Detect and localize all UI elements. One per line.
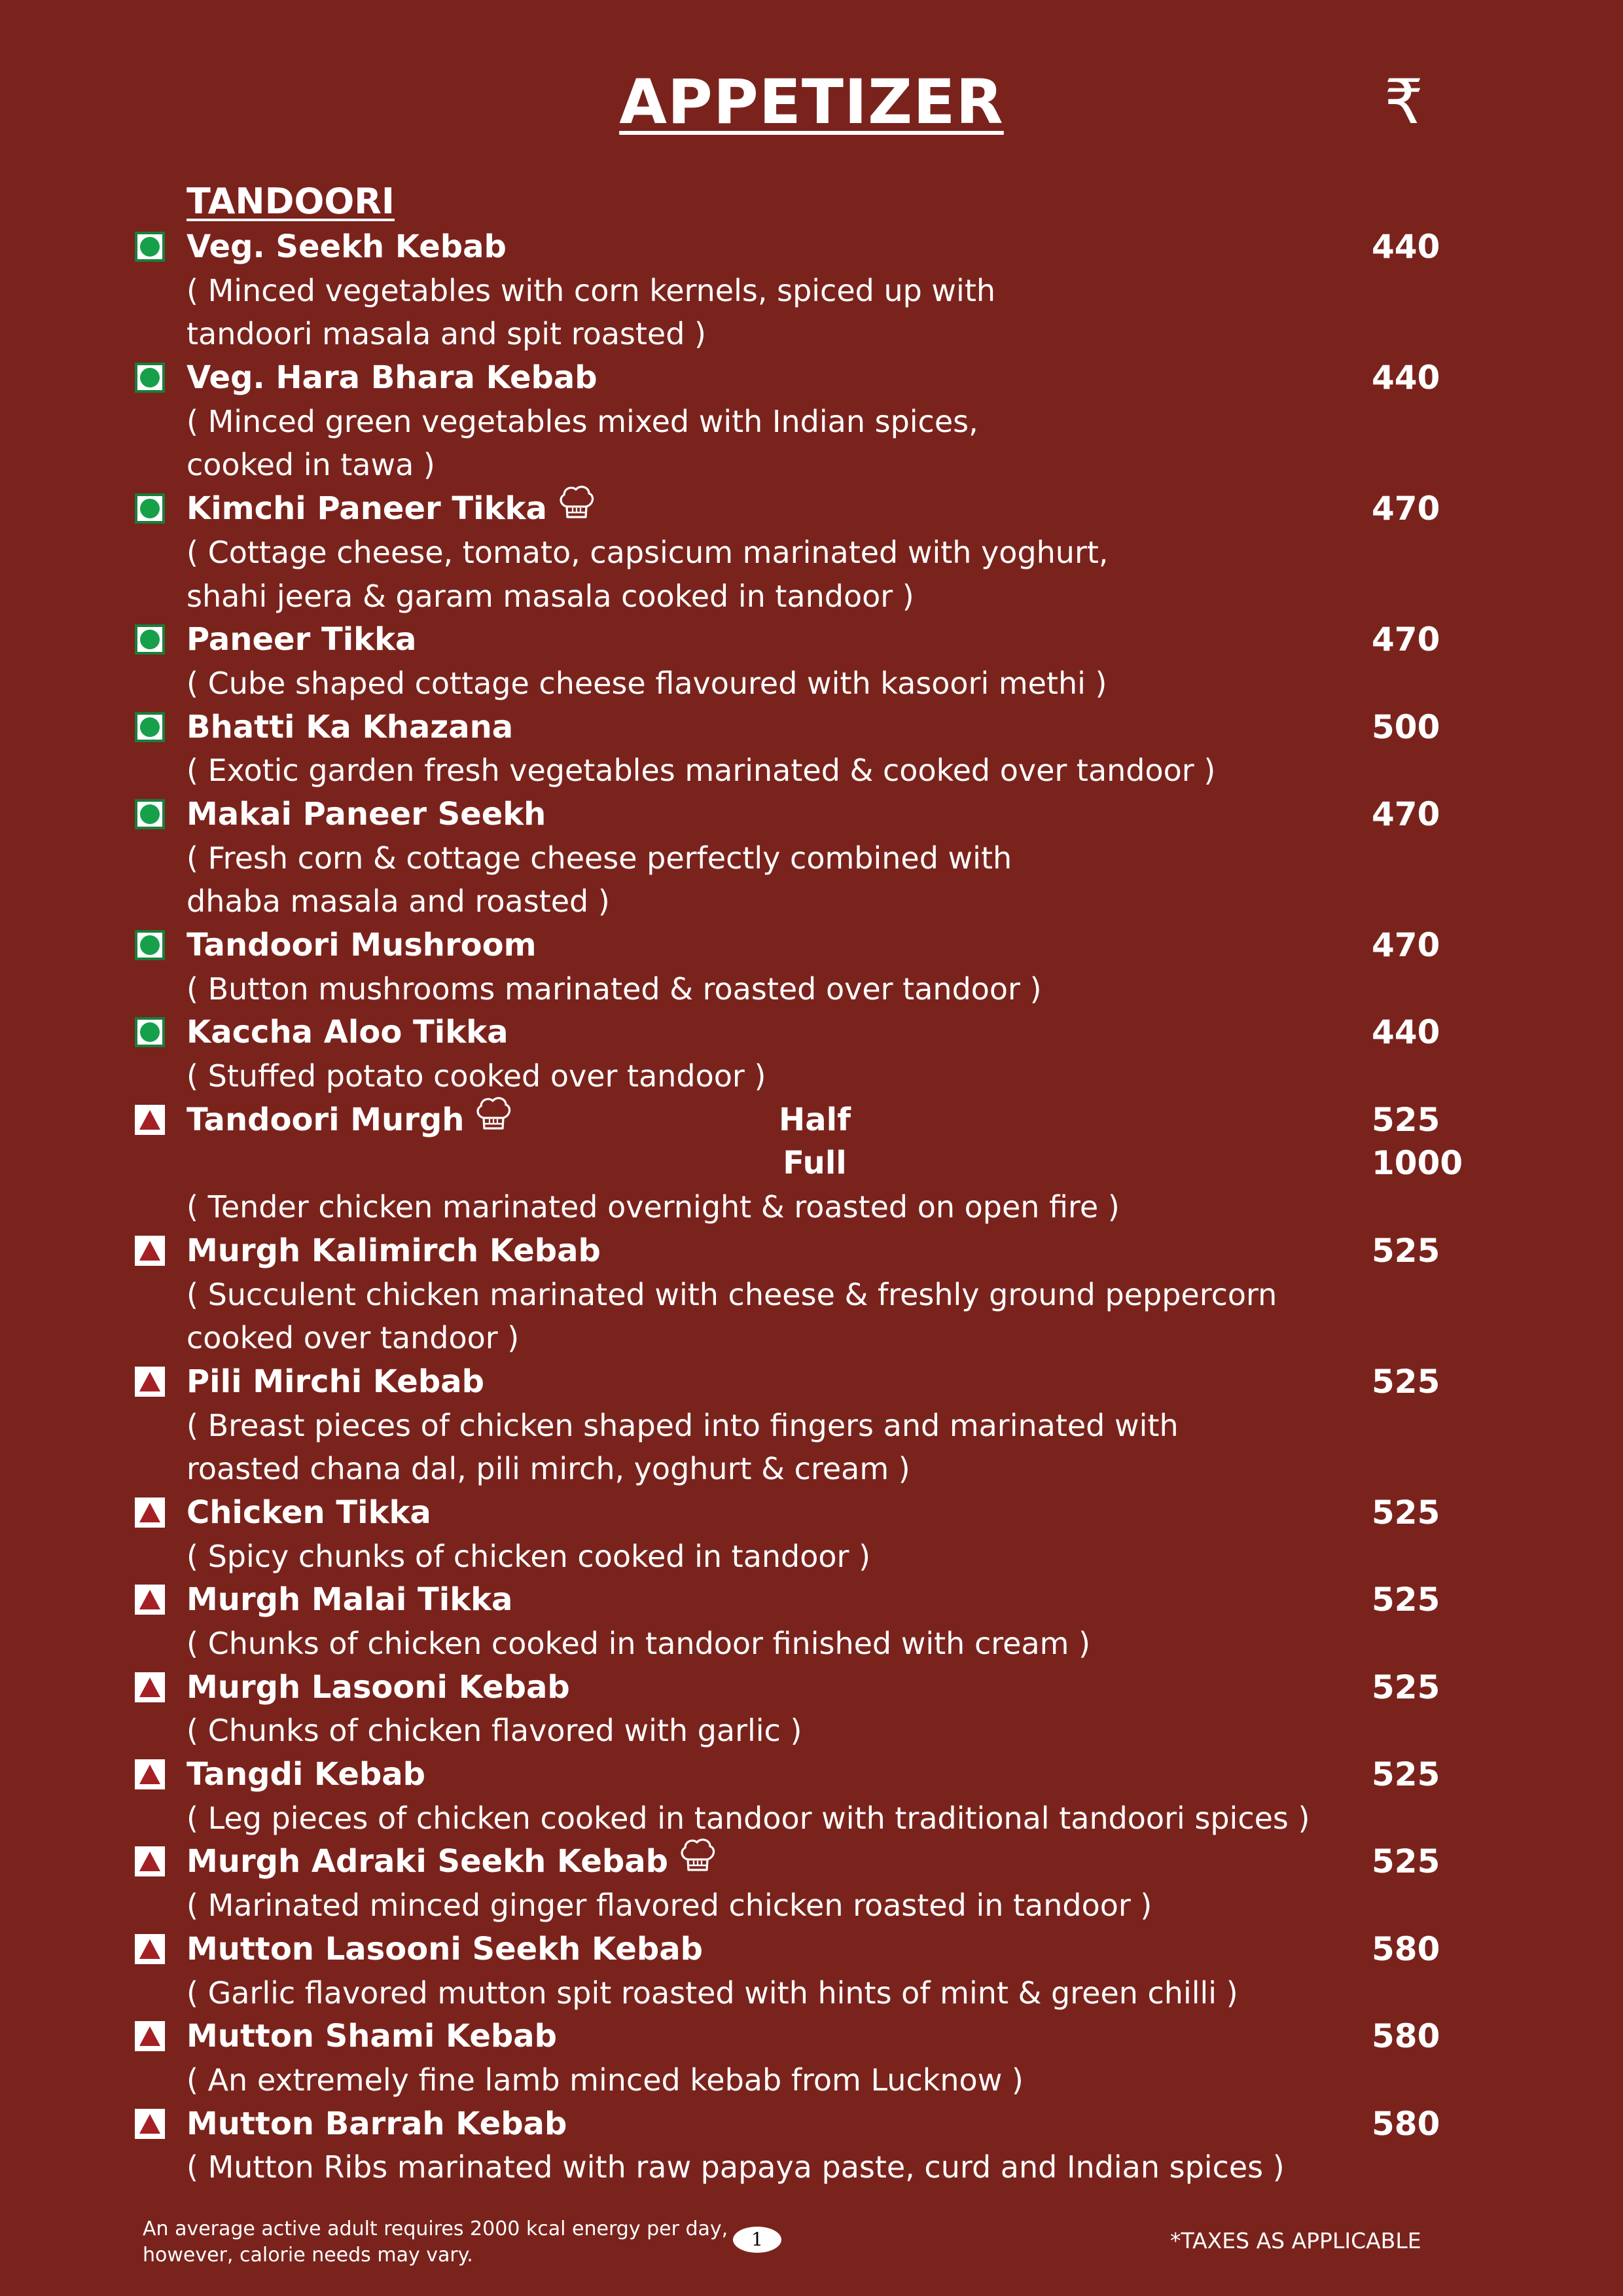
menu-item-description-line <box>0 1273 1623 1317</box>
menu-item-price: 525 <box>1372 1668 1440 1706</box>
veg-symbol-icon <box>135 624 165 655</box>
nonveg-symbol-icon <box>135 1367 165 1397</box>
veg-symbol-icon <box>135 493 165 524</box>
menu-item <box>0 1360 1623 1491</box>
menu-item-price: 525 <box>1372 1362 1440 1401</box>
menu-item-description: tandoori masala and spit roasted ) <box>187 316 706 352</box>
menu-item-description-line <box>0 1622 1623 1666</box>
menu-item <box>0 487 1623 618</box>
menu-item-name <box>187 706 513 749</box>
menu-item-description: ( Stuffed potato cooked over tandoor ) <box>187 1058 766 1094</box>
menu-item-name <box>187 1491 431 1534</box>
menu-item <box>0 1098 1623 1229</box>
menu-item-description: ( Minced green vegetables mixed with Indian spices, <box>187 403 978 439</box>
menu-item <box>0 2102 1623 2189</box>
menu-item-name-text: Tangdi Kebab <box>187 1756 426 1793</box>
menu-item-size: Half <box>779 1101 851 1138</box>
nonveg-symbol-icon <box>135 2109 165 2139</box>
nonveg-symbol-icon <box>135 1672 165 1702</box>
menu-item-name-text: Murgh Lasooni Kebab <box>187 1668 570 1706</box>
menu-item-price-line <box>0 793 1623 836</box>
calorie-note <box>143 2216 728 2269</box>
menu-item-name <box>187 1011 508 1054</box>
menu-item-description: ( Exotic garden fresh vegetables marinated & cooked over tandoor ) <box>187 753 1216 789</box>
menu-item-description-line <box>0 1535 1623 1579</box>
menu-item <box>0 1928 1623 2015</box>
menu-item-price: 440 <box>1372 359 1440 397</box>
menu-item-name <box>187 2015 557 2058</box>
menu-item-description-line <box>0 749 1623 793</box>
menu-item-name-text: Makai Paneer Seekh <box>187 795 546 833</box>
menu-item-description: ( Chunks of chicken flavored with garlic ) <box>187 1713 802 1749</box>
menu-item-price: 580 <box>1372 2104 1440 2143</box>
menu-item-name <box>187 618 416 661</box>
menu-item-description: ( Cottage cheese, tomato, capsicum marinated with yoghurt, <box>187 534 1109 570</box>
menu-item-name <box>187 924 537 967</box>
menu-item-price: 470 <box>1372 795 1440 833</box>
menu-item-description: roasted chana dal, pili mirch, yoghurt & cream ) <box>187 1451 910 1487</box>
menu-item-description: ( Spicy chunks of chicken cooked in tandoor ) <box>187 1538 871 1574</box>
menu-item-description-line <box>0 1404 1623 1448</box>
menu-item-name-text: Murgh Adraki Seekh Kebab <box>187 1843 669 1880</box>
nonveg-symbol-icon <box>135 1105 165 1135</box>
menu-item-price: 580 <box>1372 1929 1440 1968</box>
menu-item-price: 440 <box>1372 1013 1440 1052</box>
section-title: TANDOORI <box>187 181 395 222</box>
menu-item-description-line <box>0 400 1623 444</box>
menu-item-price-line <box>0 1753 1623 1797</box>
menu-item-name-text: Murgh Malai Tikka <box>187 1581 513 1619</box>
menu-item-description: ( Button mushrooms marinated & roasted over tandoor ) <box>187 971 1042 1007</box>
menu-list <box>0 225 1623 2189</box>
menu-item-description-line <box>0 1316 1623 1360</box>
nonveg-symbol-icon <box>135 1498 165 1528</box>
menu-item-price: 525 <box>1372 1755 1440 1794</box>
menu-item-price: 525 <box>1372 1493 1440 1532</box>
menu-item-description: ( Cube shaped cottage cheese flavoured with kasoori methi ) <box>187 665 1107 701</box>
menu-item <box>0 1666 1623 1753</box>
nonveg-symbol-icon <box>135 1585 165 1615</box>
menu-item-description: ( Marinated minced ginger flavored chicken roasted in tandoor ) <box>187 1888 1152 1924</box>
nonveg-symbol-icon <box>135 1759 165 1789</box>
menu-item-price: 470 <box>1372 620 1440 659</box>
menu-item-price-line <box>0 2102 1623 2146</box>
menu-item <box>0 225 1623 356</box>
menu-item-description-line <box>0 880 1623 924</box>
veg-symbol-icon <box>135 930 165 960</box>
nonveg-symbol-icon <box>135 2021 165 2051</box>
menu-item-description: ( Minced vegetables with corn kernels, spiced up with <box>187 272 996 308</box>
menu-item-description-line <box>0 1185 1623 1229</box>
menu-item-name <box>187 356 597 399</box>
menu-item-description: shahi jeera & garam masala cooked in tandoor ) <box>187 578 914 614</box>
menu-item-price-line <box>0 1666 1623 1710</box>
veg-symbol-icon <box>135 712 165 742</box>
calorie-note-line: however, calorie needs may vary. <box>143 2244 473 2267</box>
page-title: APPETIZER <box>619 67 1004 138</box>
veg-symbol-icon <box>135 799 165 829</box>
menu-item-name <box>187 793 546 836</box>
menu-item-description-line <box>0 312 1623 356</box>
currency-symbol: ₹ <box>1384 67 1423 138</box>
menu-item-price-line <box>0 618 1623 662</box>
menu-item-description-line <box>0 1884 1623 1928</box>
menu-item-name-text: Mutton Lasooni Seekh Kebab <box>187 1930 704 1967</box>
menu-item <box>0 924 1623 1011</box>
menu-item-description-line <box>0 662 1623 706</box>
menu-item-name <box>187 1928 703 1971</box>
menu-item-description-line <box>0 269 1623 313</box>
menu-item <box>0 793 1623 924</box>
menu-item-price: 580 <box>1372 2017 1440 2056</box>
menu-item-description: cooked over tandoor ) <box>187 1320 520 1356</box>
menu-item-name-text: Chicken Tikka <box>187 1494 431 1531</box>
menu-item-price: 470 <box>1372 490 1440 528</box>
menu-item <box>0 356 1623 487</box>
menu-item-name-text: Bhatti Ka Khazana <box>187 708 514 745</box>
menu-item-price-line <box>0 1360 1623 1404</box>
menu-item-name-text: Veg. Seekh Kebab <box>187 228 507 265</box>
nonveg-symbol-icon <box>135 1934 165 1964</box>
menu-item-description: ( Breast pieces of chicken shaped into fingers and marinated with <box>187 1407 1179 1443</box>
chef-hat-icon <box>473 1094 514 1138</box>
menu-item-name <box>187 1666 570 1709</box>
menu-item <box>0 1229 1623 1360</box>
menu-item-price-line <box>0 1011 1623 1054</box>
menu-item-price-line <box>0 356 1623 400</box>
menu-item-description: ( An extremely fine lamb minced kebab from Lucknow ) <box>187 2062 1024 2098</box>
menu-item-name <box>187 1360 484 1403</box>
menu-item-price-line <box>0 1229 1623 1273</box>
menu-item-price: 525 <box>1372 1231 1440 1270</box>
taxes-note: *TAXES AS APPLICABLE <box>1170 2228 1421 2253</box>
menu-item-description: ( Fresh corn & cottage cheese perfectly combined with <box>187 840 1012 876</box>
menu-item-price: 1000 <box>1372 1144 1463 1183</box>
menu-item-name-text: Paneer Tikka <box>187 621 417 658</box>
menu-item-price-line <box>0 1840 1623 1884</box>
nonveg-symbol-icon <box>135 1236 165 1266</box>
menu-item-name-text: Kimchi Paneer Tikka <box>187 490 547 528</box>
menu-item-name <box>187 487 597 530</box>
page-number: 1 <box>733 2227 781 2253</box>
menu-item-price: 525 <box>1372 1581 1440 1619</box>
menu-item-price-line <box>0 1141 1623 1185</box>
menu-item-name <box>187 2102 567 2145</box>
menu-item-name <box>187 1578 512 1621</box>
menu-item-price: 470 <box>1372 926 1440 964</box>
menu-item-name-text: Veg. Hara Bhara Kebab <box>187 359 597 397</box>
veg-symbol-icon <box>135 232 165 262</box>
menu-item-description-line <box>0 1709 1623 1753</box>
menu-item-description-line <box>0 1447 1623 1491</box>
menu-item-description-line <box>0 443 1623 487</box>
menu-item-price-line <box>0 706 1623 749</box>
menu-item-price-line <box>0 1578 1623 1622</box>
menu-item-name-text: Tandoori Murgh <box>187 1101 465 1138</box>
menu-item-name <box>187 1753 425 1796</box>
menu-item <box>0 1578 1623 1665</box>
menu-item-price-line <box>0 1491 1623 1535</box>
menu-item-name <box>187 1840 718 1883</box>
menu-item-name-text: Kaccha Aloo Tikka <box>187 1014 508 1051</box>
menu-item <box>0 1753 1623 1840</box>
veg-symbol-icon <box>135 1017 165 1047</box>
menu-item-description-line <box>0 531 1623 575</box>
menu-item-price: 525 <box>1372 1100 1440 1139</box>
menu-item-size: Full <box>783 1145 847 1182</box>
menu-item-description-line <box>0 1797 1623 1840</box>
menu-item-price: 525 <box>1372 1842 1440 1881</box>
menu-item-description: ( Tender chicken marinated overnight & roasted on open fire ) <box>187 1189 1120 1225</box>
menu-item-name-text: Tandoori Mushroom <box>187 927 537 963</box>
menu-item <box>0 618 1623 705</box>
menu-item-name-text: Pili Mirchi Kebab <box>187 1363 484 1400</box>
menu-item-description-line <box>0 1054 1623 1098</box>
menu-item-description: dhaba masala and roasted ) <box>187 884 610 920</box>
menu-item-description: cooked in tawa ) <box>187 447 435 483</box>
menu-item <box>0 706 1623 793</box>
menu-item-description: ( Succulent chicken marinated with cheese & freshly ground peppercorn <box>187 1276 1277 1312</box>
menu-item-description-line <box>0 1971 1623 2015</box>
menu-item-description-line <box>0 575 1623 619</box>
menu-item-name-text: Mutton Barrah Kebab <box>187 2105 567 2142</box>
nonveg-symbol-icon <box>135 1846 165 1876</box>
menu-item-description: ( Mutton Ribs marinated with raw papaya paste, curd and Indian spices ) <box>187 2149 1285 2185</box>
menu-item-price: 500 <box>1372 708 1440 746</box>
menu-item-description-line <box>0 2145 1623 2189</box>
veg-symbol-icon <box>135 363 165 393</box>
chef-hat-icon <box>556 483 597 526</box>
menu-item-name-text: Murgh Kalimirch Kebab <box>187 1232 601 1269</box>
menu-item-price-line <box>0 487 1623 531</box>
menu-item-description-line <box>0 2058 1623 2102</box>
menu-item-name-text: Mutton Shami Kebab <box>187 2018 558 2055</box>
menu-item <box>0 2015 1623 2102</box>
menu-item-description-line <box>0 967 1623 1011</box>
menu-item <box>0 1840 1623 1927</box>
menu-item-price-line <box>0 225 1623 269</box>
menu-item-price-line <box>0 924 1623 967</box>
menu-item-name <box>187 1098 514 1141</box>
menu-item-price-line <box>0 2015 1623 2058</box>
menu-item-price: 440 <box>1372 228 1440 266</box>
menu-item-price-line <box>0 1928 1623 1971</box>
menu-item-price-line <box>0 1098 1623 1142</box>
menu-item-description: ( Chunks of chicken cooked in tandoor finished with cream ) <box>187 1626 1091 1661</box>
menu-item <box>0 1011 1623 1098</box>
menu-item-description: ( Garlic flavored mutton spit roasted with hints of mint & green chilli ) <box>187 1975 1238 2011</box>
menu-item-description: ( Leg pieces of chicken cooked in tandoor with traditional tandoori spices ) <box>187 1800 1310 1836</box>
calorie-note-line: An average active adult requires 2000 kcal energy per day, <box>143 2217 728 2240</box>
menu-item-name <box>187 225 507 268</box>
menu-item <box>0 1491 1623 1578</box>
menu-item-name <box>187 1229 601 1272</box>
menu-item-description-line <box>0 836 1623 880</box>
chef-hat-icon <box>677 1836 718 1879</box>
